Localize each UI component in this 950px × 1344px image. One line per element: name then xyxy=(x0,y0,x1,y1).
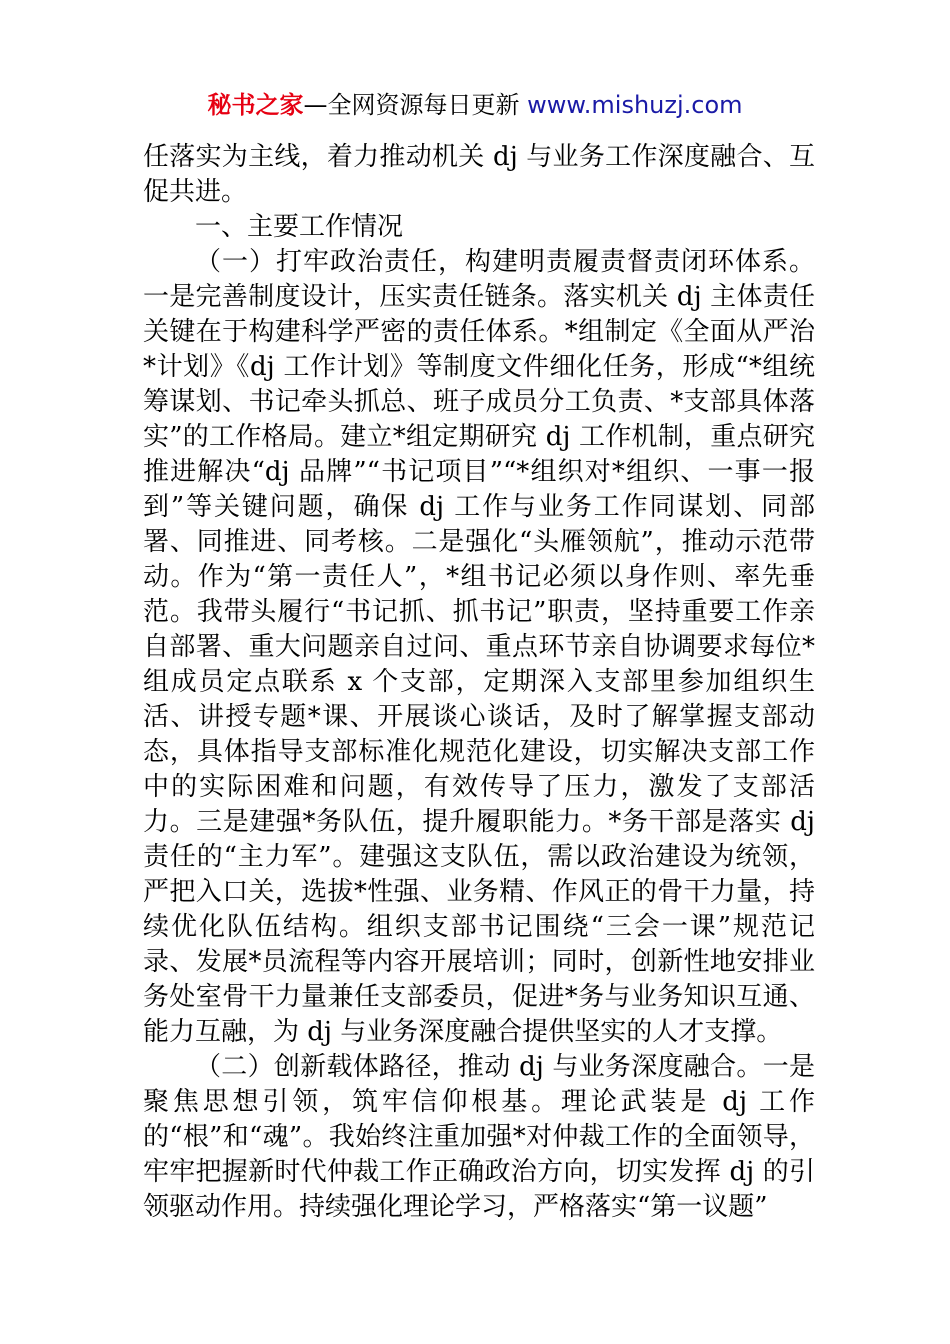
site-tagline: —全网资源每日更新 xyxy=(303,91,528,119)
document-body xyxy=(143,140,815,1225)
page-header xyxy=(0,88,950,122)
section-heading: 一、主要工作情况 xyxy=(195,212,404,242)
site-url-link[interactable]: www.mishuzj.com xyxy=(527,91,743,119)
site-brand: 秘书之家 xyxy=(207,91,304,119)
paragraph-section-two: （二）创新载体路径，推动 dj 与业务深度融合。一是聚焦思想引领，筑牢信仰根基。理论武装是 dj 工作的“根”和“魂”。我始终注重加强*对仲裁工作的全面领导，牢牢把握新时代仲裁工作正确政治方向，切实发挥 dj 的引领驱动作用。持续强化理论学习，严格落实“第一议题” xyxy=(143,1052,815,1222)
paragraph-continuation: 任落实为主线，着力推动机关 dj 与业务工作深度融合、互促共进。 xyxy=(143,142,815,207)
paragraph-section-one: （一）打牢政治责任，构建明责履责督责闭环体系。一是完善制度设计，压实责任链条。落实机关 dj 主体责任关键在于构建科学严密的责任体系。*组制定《全面从严治*计划》《dj 工作计划》等制度文件细化任务，形成“*组统筹谋划、书记牵头抓总、班子成员分工负责、*支部具体落实”的工作格局。建立*组定期研究 dj 工作机制，重点研究推进解决“dj 品牌”“书记项目”“*组织对*组织、一事一报到”等关键问题，确保 dj 工作与业务工作同谋划、同部署、同推进、同考核。二是强化“头雁领航”，推动示范带动。作为“第一责任人”，*组书记必须以身作则、率先垂范。我带头履行“书记抓、抓书记”职责，坚持重要工作亲自部署、重大问题亲自过问、重点环节亲自协调要求每位*组成员定点联系 x 个支部，定期深入支部里参加组织生活、讲授专题*课、开展谈心谈话，及时了解掌握支部动态，具体指导支部标准化规范化建设，切实解决支部工作中的实际困难和问题，有效传导了压力，激发了支部活力。三是建强*务队伍，提升履职能力。*务干部是落实 dj 责任的“主力军”。建强这支队伍，需以政治建设为统领，严把入口关，选拔*性强、业务精、作风正的骨干力量，持续优化队伍结构。组织支部书记围绕“三会一课”规范记录、发展*员流程等内容开展培训；同时，创新性地安排业务处室骨干力量兼任支部委员，促进*务与业务知识互通、能力互融，为 dj 与业务深度融合提供坚实的人才支撑。 xyxy=(143,247,815,1047)
